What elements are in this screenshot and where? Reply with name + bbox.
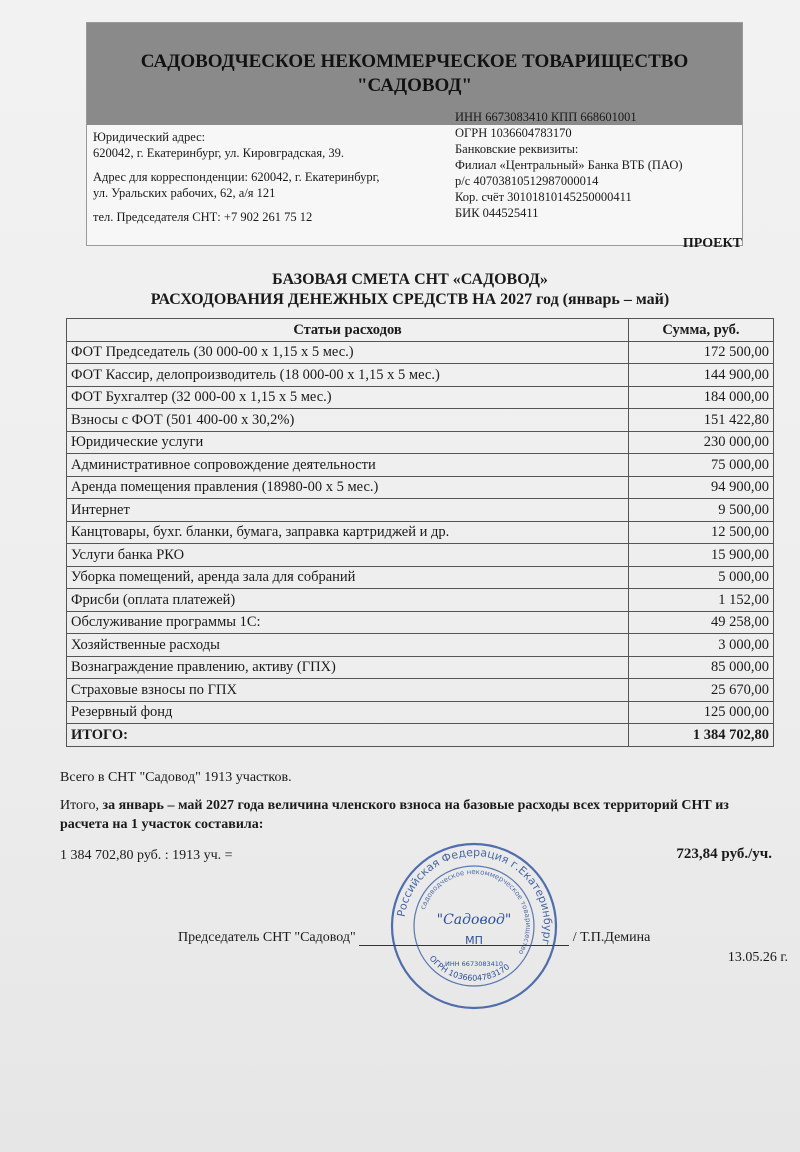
- fee-intro: Итого,: [60, 798, 103, 813]
- document-date: 13.05.26 г.: [727, 950, 788, 965]
- total-row: [67, 724, 774, 747]
- table-row: [67, 386, 774, 409]
- row-sum: 3 000,00: [629, 634, 774, 657]
- row-item: ФОТ Кассир, делопроизводитель (18 000-00 х 1,15 х 5 мес.): [67, 364, 629, 387]
- row-item: Уборка помещений, аренда зала для собраний: [67, 566, 629, 589]
- table-row: [67, 679, 774, 702]
- row-item: ФОТ Бухгалтер (32 000-00 х 1,15 х 5 мес.): [67, 386, 629, 409]
- row-sum: 172 500,00: [629, 341, 774, 364]
- stamp-mp: МП: [465, 934, 483, 947]
- column-header-item: Статьи расходов: [67, 319, 629, 342]
- row-item: Юридические услуги: [67, 431, 629, 454]
- row-sum: 49 258,00: [629, 611, 774, 634]
- org-name-line1: САДОВОДЧЕСКОЕ НЕКОММЕРЧЕСКОЕ ТОВАРИЩЕСТВО: [140, 51, 689, 72]
- table-row: [67, 521, 774, 544]
- row-item: Аренда помещения правления (18980-00 х 5 мес.): [67, 476, 629, 499]
- row-sum: 75 000,00: [629, 454, 774, 477]
- bik: БИК 044525411: [455, 206, 539, 220]
- legal-address: 620042, г. Екатеринбург, ул. Кировградская, 39.: [93, 146, 344, 160]
- table-row: [67, 701, 774, 724]
- row-item: Взносы с ФОТ (501 400-00 х 30,2%): [67, 409, 629, 432]
- table-row: [67, 341, 774, 364]
- row-sum: 144 900,00: [629, 364, 774, 387]
- plots-note: Всего в СНТ "Садовод" 1913 участков.: [60, 770, 292, 785]
- stamp-inn: ИНН 6673083410: [444, 960, 504, 968]
- row-sum: 85 000,00: [629, 656, 774, 679]
- table-row: [67, 476, 774, 499]
- row-item: Услуги банка РКО: [67, 544, 629, 567]
- letterhead: [86, 22, 743, 246]
- table-row: [67, 364, 774, 387]
- table-row: [67, 611, 774, 634]
- row-item: Вознаграждение правлению, активу (ГПХ): [67, 656, 629, 679]
- row-sum: 12 500,00: [629, 521, 774, 544]
- total-sum: 1 384 702,80: [629, 724, 774, 747]
- legal-address-label: Юридический адрес:: [93, 130, 206, 144]
- row-sum: 151 422,80: [629, 409, 774, 432]
- signature-right-text: / Т.П.Демина: [572, 930, 651, 945]
- table-header-row: [67, 319, 774, 342]
- document-title-line1: БАЗОВАЯ СМЕТА СНТ «САДОВОД»: [272, 271, 548, 288]
- row-item: Административное сопровождение деятельности: [67, 454, 629, 477]
- row-sum: 230 000,00: [629, 431, 774, 454]
- inn-kpp: ИНН 6673083410 КПП 668601001: [455, 110, 637, 124]
- document-title-line2: РАСХОДОВАНИЯ ДЕНЕЖНЫХ СРЕДСТВ НА 2027 год (январь – май): [150, 291, 670, 308]
- row-sum: 94 900,00: [629, 476, 774, 499]
- table-row: [67, 589, 774, 612]
- total-label: ИТОГО:: [67, 724, 629, 747]
- budget-table: [66, 318, 774, 747]
- row-sum: 15 900,00: [629, 544, 774, 567]
- column-header-sum: Сумма, руб.: [629, 319, 774, 342]
- table-row: [67, 634, 774, 657]
- corr-account: Кор. счёт 30101810145250000411: [455, 190, 632, 204]
- org-name-line2: "САДОВОД": [356, 75, 473, 96]
- address-block: [93, 129, 453, 225]
- row-sum: 125 000,00: [629, 701, 774, 724]
- row-item: Канцтовары, бухг. бланки, бумага, заправка картриджей и др.: [67, 521, 629, 544]
- table-row: [67, 566, 774, 589]
- row-item: Резервный фонд: [67, 701, 629, 724]
- row-sum: 25 670,00: [629, 679, 774, 702]
- table-row: [67, 656, 774, 679]
- row-item: Интернет: [67, 499, 629, 522]
- row-item: Хозяйственные расходы: [67, 634, 629, 657]
- row-sum: 1 152,00: [629, 589, 774, 612]
- stamp-outer-text: Российская Федерация г.Екатеринбург: [394, 845, 555, 947]
- row-item: Фрисби (оплата платежей): [67, 589, 629, 612]
- row-sum: 5 000,00: [629, 566, 774, 589]
- phone-number: тел. Председателя СНТ: +7 902 261 75 12: [93, 210, 313, 224]
- row-item: Обслуживание программы 1С:: [67, 611, 629, 634]
- stamp-inner-text: садоводческое некоммерческое товарищество: [418, 867, 533, 956]
- project-label: ПРОЕКТ: [682, 236, 742, 251]
- row-item: ФОТ Председатель (30 000-00 х 1,15 х 5 мес.): [67, 341, 629, 364]
- calc-formula: 1 384 702,80 руб. : 1913 уч. =: [60, 848, 233, 863]
- row-sum: 9 500,00: [629, 499, 774, 522]
- ogrn: ОГРН 1036604783170: [455, 126, 572, 140]
- fee-statement: [60, 796, 750, 834]
- fee-bold-text: за январь – май 2027 года величина членского взноса на базовые расходы всех территорий СНТ из расчета на 1 участок составила:: [60, 798, 729, 832]
- table-row: [67, 499, 774, 522]
- stamp-center-name: "Садовод": [436, 912, 512, 928]
- table-row: [67, 544, 774, 567]
- table-row: [67, 431, 774, 454]
- bank-label: Банковские реквизиты:: [455, 142, 579, 156]
- signature-left-text: Председатель СНТ "Садовод": [178, 930, 356, 945]
- table-row: [67, 454, 774, 477]
- official-seal-icon: [388, 840, 560, 1012]
- mail-address-line1: Адрес для корреспонденции: 620042, г. Екатеринбург,: [93, 170, 380, 184]
- row-item: Страховые взносы по ГПХ: [67, 679, 629, 702]
- svg-text:ОГРН 1036604783170: [428, 954, 512, 983]
- bank-details: [455, 109, 740, 221]
- mail-address-line2: ул. Уральских рабочих, 62, а/я 121: [93, 186, 276, 200]
- stamp-ogrn: ОГРН 1036604783170: [427, 953, 512, 983]
- bank-account: р/с 40703810512987000014: [455, 174, 599, 188]
- bank-name: Филиал «Центральный» Банка ВТБ (ПАО): [455, 158, 683, 172]
- table-row: [67, 409, 774, 432]
- calc-result: 723,84 руб./уч.: [676, 846, 772, 862]
- row-sum: 184 000,00: [629, 386, 774, 409]
